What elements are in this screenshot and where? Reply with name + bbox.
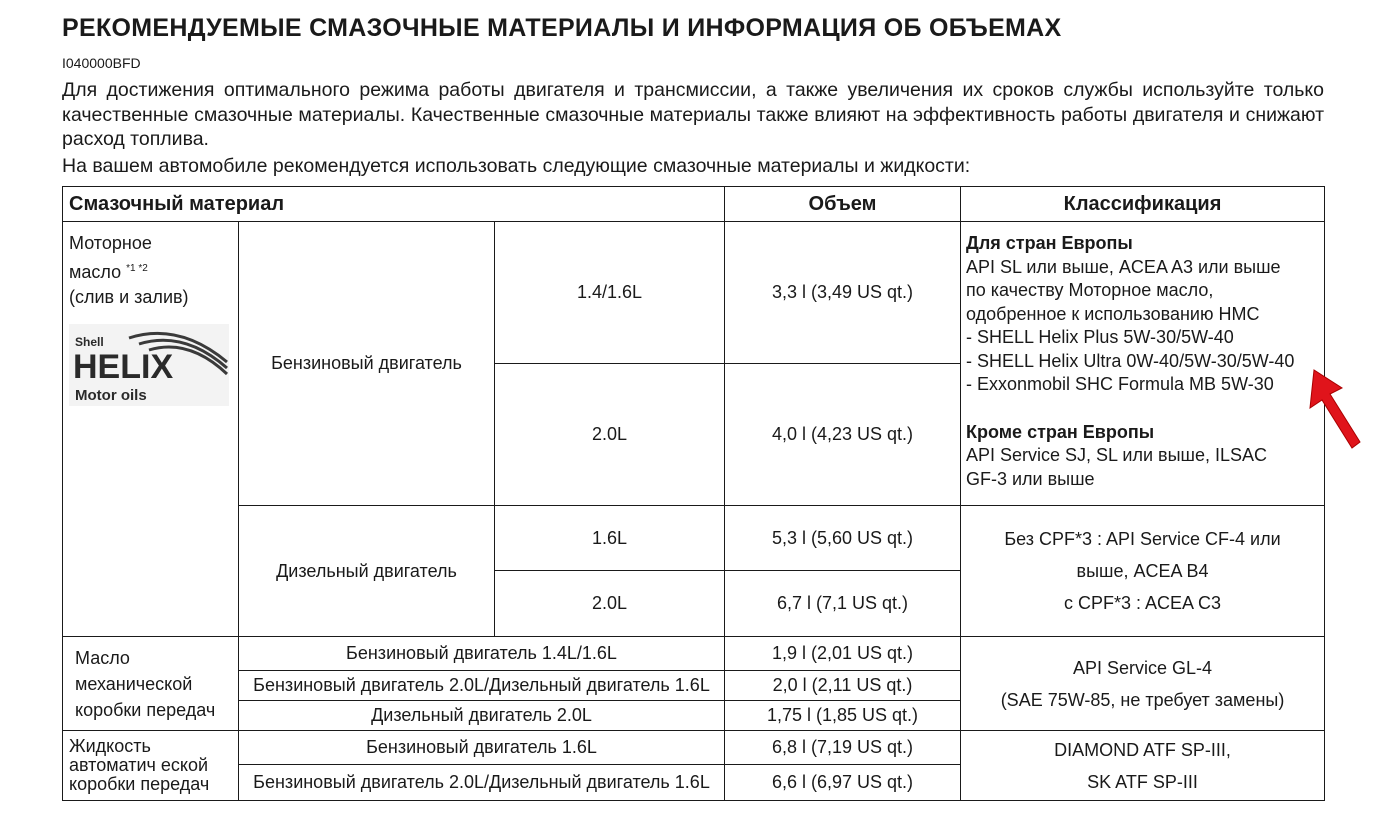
diesel-class-line: с CPF*3 : ACEA C3 — [1063, 593, 1222, 613]
non-eu-line: GF-3 или выше — [966, 468, 1095, 489]
non-eu-heading: Кроме стран Европы — [966, 421, 1155, 442]
table-row — [63, 506, 1325, 571]
table-row — [63, 222, 1325, 364]
manual-trans-label — [63, 637, 239, 731]
engine-oil-notes: *1 *2 — [126, 263, 148, 274]
shell-helix-logo — [69, 324, 229, 406]
auto-row1-volume: 6,8 l (7,19 US qt.) — [725, 731, 961, 765]
auto-class-line: SK ATF SP-III — [1087, 771, 1198, 792]
engine-oil-row1-volume: 3,3 l (3,49 US qt.) — [725, 222, 961, 364]
engine-oil-line3: (слив и залив) — [69, 287, 189, 307]
manual-row1-engine: Бензиновый двигатель 1.4L/1.6L — [239, 637, 725, 671]
engine-oil-row4-volume: 6,7 l (7,1 US qt.) — [725, 571, 961, 637]
manual-row2-volume: 2,0 l (2,11 US qt.) — [725, 671, 961, 701]
engine-oil-label — [63, 222, 239, 637]
eu-line: по качеству Моторное масло, — [966, 280, 1214, 300]
table-header-row — [63, 187, 1325, 222]
engine-oil-row2-engine: 2.0L — [495, 364, 725, 506]
auto-trans-class — [961, 731, 1325, 801]
auto-trans-label — [63, 731, 239, 801]
manual-class-line: (SAE 75W-85, не требует замены) — [1000, 689, 1285, 710]
engine-oil-line2: масло — [69, 262, 122, 282]
table-row — [63, 637, 1325, 671]
eu-line: - SHELL Helix Ultra 0W-40/5W-30/5W-40 — [966, 350, 1295, 371]
header-volume: Объем — [725, 187, 961, 222]
intro-recommendation: На вашем автомобиле рекомендуется использовать следующие смазочные материалы и жидкости: — [62, 155, 971, 177]
table-row — [63, 731, 1325, 765]
engine-oil-diesel-class — [961, 506, 1325, 637]
engine-oil-row3-engine: 1.6L — [495, 506, 725, 571]
manual-trans-class — [961, 637, 1325, 731]
section-code: I040000BFD — [62, 55, 141, 71]
manual-row3-volume: 1,75 l (1,85 US qt.) — [725, 701, 961, 731]
diesel-class-line: Без CPF*3 : API Service CF-4 или — [1004, 529, 1281, 549]
auto-trans-line: Жидкость — [69, 736, 151, 756]
engine-oil-petrol: Бензиновый двигатель — [239, 222, 495, 506]
auto-row1-engine: Бензиновый двигатель 1.6L — [239, 731, 725, 765]
manual-trans-line: Масло — [75, 647, 130, 668]
engine-oil-line1: Моторное — [69, 233, 152, 253]
manual-trans-line: механической — [75, 673, 193, 694]
header-classification: Классификация — [961, 187, 1325, 222]
auto-row2-volume: 6,6 l (6,97 US qt.) — [725, 765, 961, 801]
lubricants-table — [62, 186, 1325, 801]
engine-oil-row2-volume: 4,0 l (4,23 US qt.) — [725, 364, 961, 506]
engine-oil-row3-volume: 5,3 l (5,60 US qt.) — [725, 506, 961, 571]
engine-oil-diesel: Дизельный двигатель — [239, 506, 495, 637]
manual-row1-volume: 1,9 l (2,01 US qt.) — [725, 637, 961, 671]
auto-row2-engine: Бензиновый двигатель 2.0L/Дизельный двигатель 1.6L — [239, 765, 725, 801]
eu-line: одобренное к использованию HMC — [966, 303, 1260, 324]
logo-sub: Motor oils — [75, 387, 147, 404]
engine-oil-petrol-class — [961, 222, 1325, 506]
eu-line: API SL или выше, ACEA A3 или выше — [966, 256, 1281, 277]
page-title: РЕКОМЕНДУЕМЫЕ СМАЗОЧНЫЕ МАТЕРИАЛЫ И ИНФОРМАЦИЯ ОБ ОБЪЕМАХ — [62, 14, 1062, 42]
logo-name: HELIX — [73, 348, 174, 386]
manual-row2-engine: Бензиновый двигатель 2.0L/Дизельный двигатель 1.6L — [239, 671, 725, 701]
engine-oil-row4-engine: 2.0L — [495, 571, 725, 637]
non-eu-line: API Service SJ, SL или выше, ILSAC — [966, 445, 1267, 465]
manual-trans-line: коробки передач — [75, 699, 216, 720]
logo-brand: Shell — [75, 335, 104, 349]
eu-line: - Exxonmobil SHC Formula MB 5W-30 — [966, 374, 1274, 394]
eu-line: - SHELL Helix Plus 5W-30/5W-40 — [966, 327, 1234, 347]
intro-paragraph: Для достижения оптимального режима работы двигателя и трансмиссии, а также увеличения их сроков службы используйте только качественные смазочные материалы. Качественные смазочные материалы также влияют на эффективность работы двигателя и снижают расход топлива. — [62, 79, 1324, 150]
manual-row3-engine: Дизельный двигатель 2.0L — [239, 701, 725, 731]
red-arrow-icon — [1300, 360, 1370, 460]
eu-heading: Для стран Европы — [966, 233, 1133, 253]
auto-trans-line: автоматич еской — [69, 755, 209, 775]
auto-trans-line: коробки передач — [69, 774, 210, 794]
engine-oil-row1-engine: 1.4/1.6L — [495, 222, 725, 364]
header-material: Смазочный материал — [63, 187, 725, 222]
diesel-class-line: выше, ACEA B4 — [1076, 561, 1209, 581]
manual-class-line: API Service GL-4 — [1072, 657, 1213, 678]
auto-class-line: DIAMOND ATF SP-III, — [1054, 739, 1231, 760]
